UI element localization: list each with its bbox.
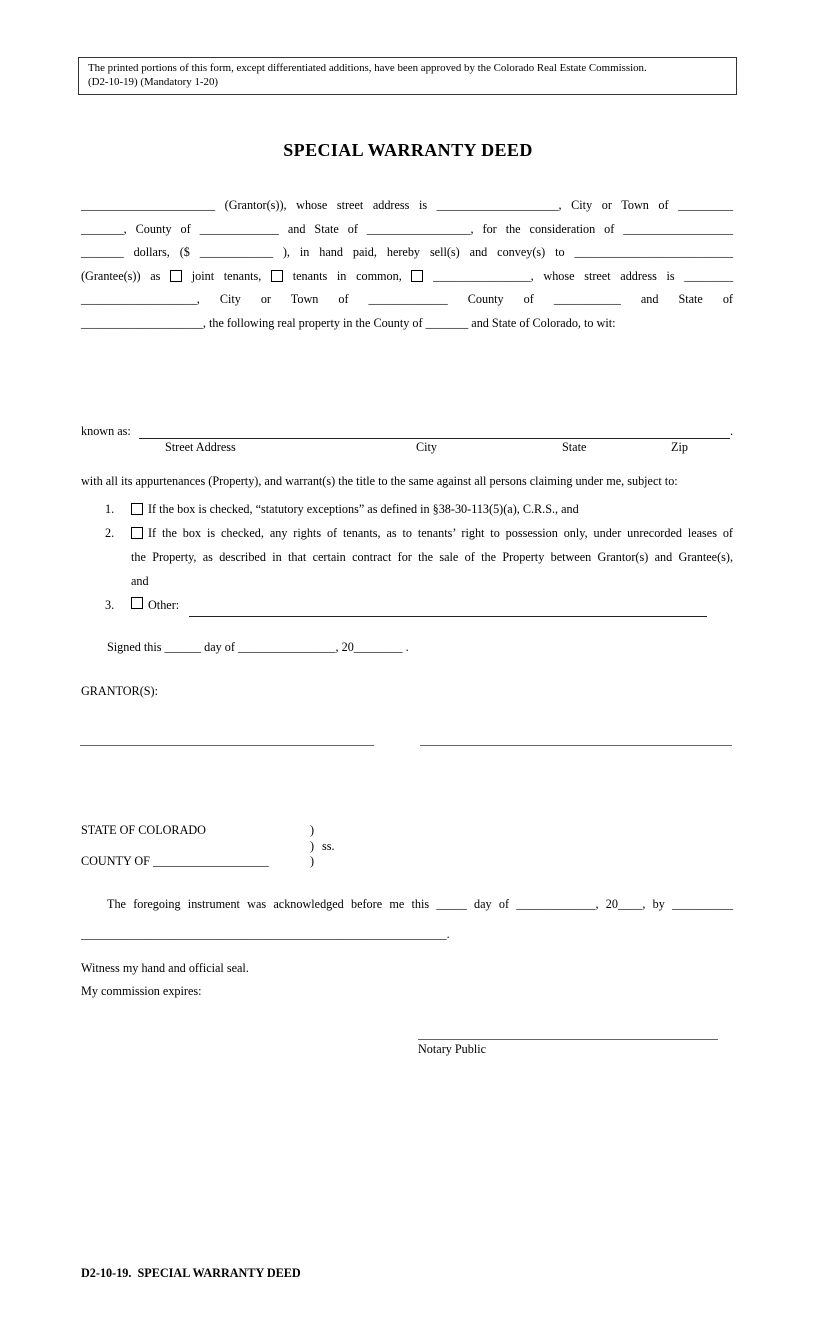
deed-line-6: ____________________, the following real property in the County of _______ and State of Colorado, to wit: xyxy=(81,315,616,330)
item2-line1-row xyxy=(105,521,733,545)
approval-notice-box xyxy=(78,57,737,95)
zip-column-label: Zip xyxy=(671,440,688,454)
deed-line-1: ______________________ (Grantor(s)), whose street address is ____________________, City or Town of _________ xyxy=(81,198,733,212)
item1-number: 1. xyxy=(105,502,115,516)
checkbox-statutory-exceptions[interactable] xyxy=(131,503,143,515)
known-as-section xyxy=(81,424,733,456)
item3-number: 3. xyxy=(105,598,115,612)
notary-public-label: Notary Public xyxy=(418,1042,487,1056)
state-of-colorado-label: STATE OF COLORADO xyxy=(81,823,206,837)
page-title: SPECIAL WARRANTY DEED xyxy=(283,140,533,160)
county-of-row xyxy=(81,854,441,870)
deed-line-3: _______ dollars, ($ ____________ ), in hand paid, hereby sell(s) and convey(s) to __________________________ xyxy=(81,245,733,259)
item3-label: Other: xyxy=(148,598,180,612)
tenants-in-common-label: tenants in common, xyxy=(292,268,402,283)
ss-row xyxy=(81,839,441,855)
deed-line-4 xyxy=(81,265,733,289)
item2-line1: If the box is checked, any rights of tenants, as to tenants’ right to possession only, under unrecorded leases of xyxy=(148,526,733,540)
notary-venue-block xyxy=(81,823,441,870)
county-of-label: COUNTY OF ___________________ xyxy=(81,854,269,868)
list-item-1 xyxy=(81,497,733,521)
approval-notice-line1: The printed portions of this form, except differentiated additions, have been approved by the Colorado Real Estate Commission. xyxy=(88,62,647,74)
item2-line2: the Property, as described in that certain contract for the sale of the Property between Grantor(s) and Grantee(s), xyxy=(131,550,733,564)
acknowledgment-line1: The foregoing instrument was acknowledged before me this _____ day of _____________, 20____, by __________ xyxy=(107,897,733,911)
paren-1: ) xyxy=(310,823,315,837)
other-blank-line xyxy=(189,604,707,617)
street-address-text: whose street address is ________ xyxy=(543,268,734,283)
ss-label: ss. xyxy=(322,838,335,853)
street-address-column-label: Street Address xyxy=(165,440,236,454)
commission-expires-line: My commission expires: xyxy=(81,984,202,998)
checkbox-tenants-in-common[interactable] xyxy=(271,270,283,282)
other-tenancy-blank: ________________, xyxy=(433,268,534,283)
deed-opening-paragraph xyxy=(81,194,733,335)
footer-form-id: D2-10-19. SPECIAL WARRANTY DEED xyxy=(81,1266,301,1280)
item2-line3: and xyxy=(131,574,149,588)
exceptions-list xyxy=(81,497,733,617)
checkbox-joint-tenants[interactable] xyxy=(170,270,182,282)
item2-number: 2. xyxy=(105,526,115,540)
grantors-label: GRANTOR(S): xyxy=(81,684,158,698)
list-item-2 xyxy=(81,521,733,593)
acknowledgment-line2: ____________________________________________________________. xyxy=(81,927,450,941)
joint-tenants-label: joint tenants, xyxy=(191,268,262,283)
paren-3: ) xyxy=(310,854,315,868)
deed-line-5: ___________________, City or Town of _____________ County of ___________ and State of xyxy=(81,292,733,306)
state-of-colorado-row xyxy=(81,823,441,839)
acknowledgment-paragraph xyxy=(81,893,733,946)
approval-notice-line2: (D2-10-19) (Mandatory 1-20) xyxy=(88,76,219,88)
checkbox-tenant-rights[interactable] xyxy=(131,527,143,539)
known-as-label: known as: xyxy=(81,424,131,438)
grantor-signature-lines xyxy=(80,745,733,746)
known-as-row xyxy=(81,424,733,439)
signed-date-line: Signed this ______ day of ________________, 20________ . xyxy=(107,640,409,654)
notary-signature-line xyxy=(418,1029,718,1040)
grantor-signature-line-2 xyxy=(420,745,732,746)
signature-gap xyxy=(374,745,420,746)
known-as-blank-line xyxy=(139,426,730,439)
known-as-column-labels xyxy=(81,440,733,456)
grantee-text: (Grantee(s)) as xyxy=(81,268,161,283)
paren-2: ) xyxy=(310,838,315,853)
known-as-period: . xyxy=(729,424,733,438)
appurtenances-line: with all its appurtenances (Property), and warrant(s) the title to the same against all persons claiming under me, subject to: xyxy=(81,474,678,488)
deed-line-2: _______, County of _____________ and State of _________________, for the consideration of __________________ xyxy=(81,221,733,236)
checkbox-other-tenancy[interactable] xyxy=(411,270,423,282)
checkbox-other[interactable] xyxy=(131,597,143,609)
list-item-3 xyxy=(81,593,733,617)
witness-line: Witness my hand and official seal. xyxy=(81,961,249,975)
state-column-label: State xyxy=(562,440,587,454)
grantor-signature-line-1 xyxy=(80,745,374,746)
item1-text: If the box is checked, “statutory exceptions” as defined in §38-30-113(5)(a), C.R.S., and xyxy=(148,502,579,516)
notary-public-block xyxy=(418,1029,718,1057)
city-column-label: City xyxy=(416,440,437,454)
